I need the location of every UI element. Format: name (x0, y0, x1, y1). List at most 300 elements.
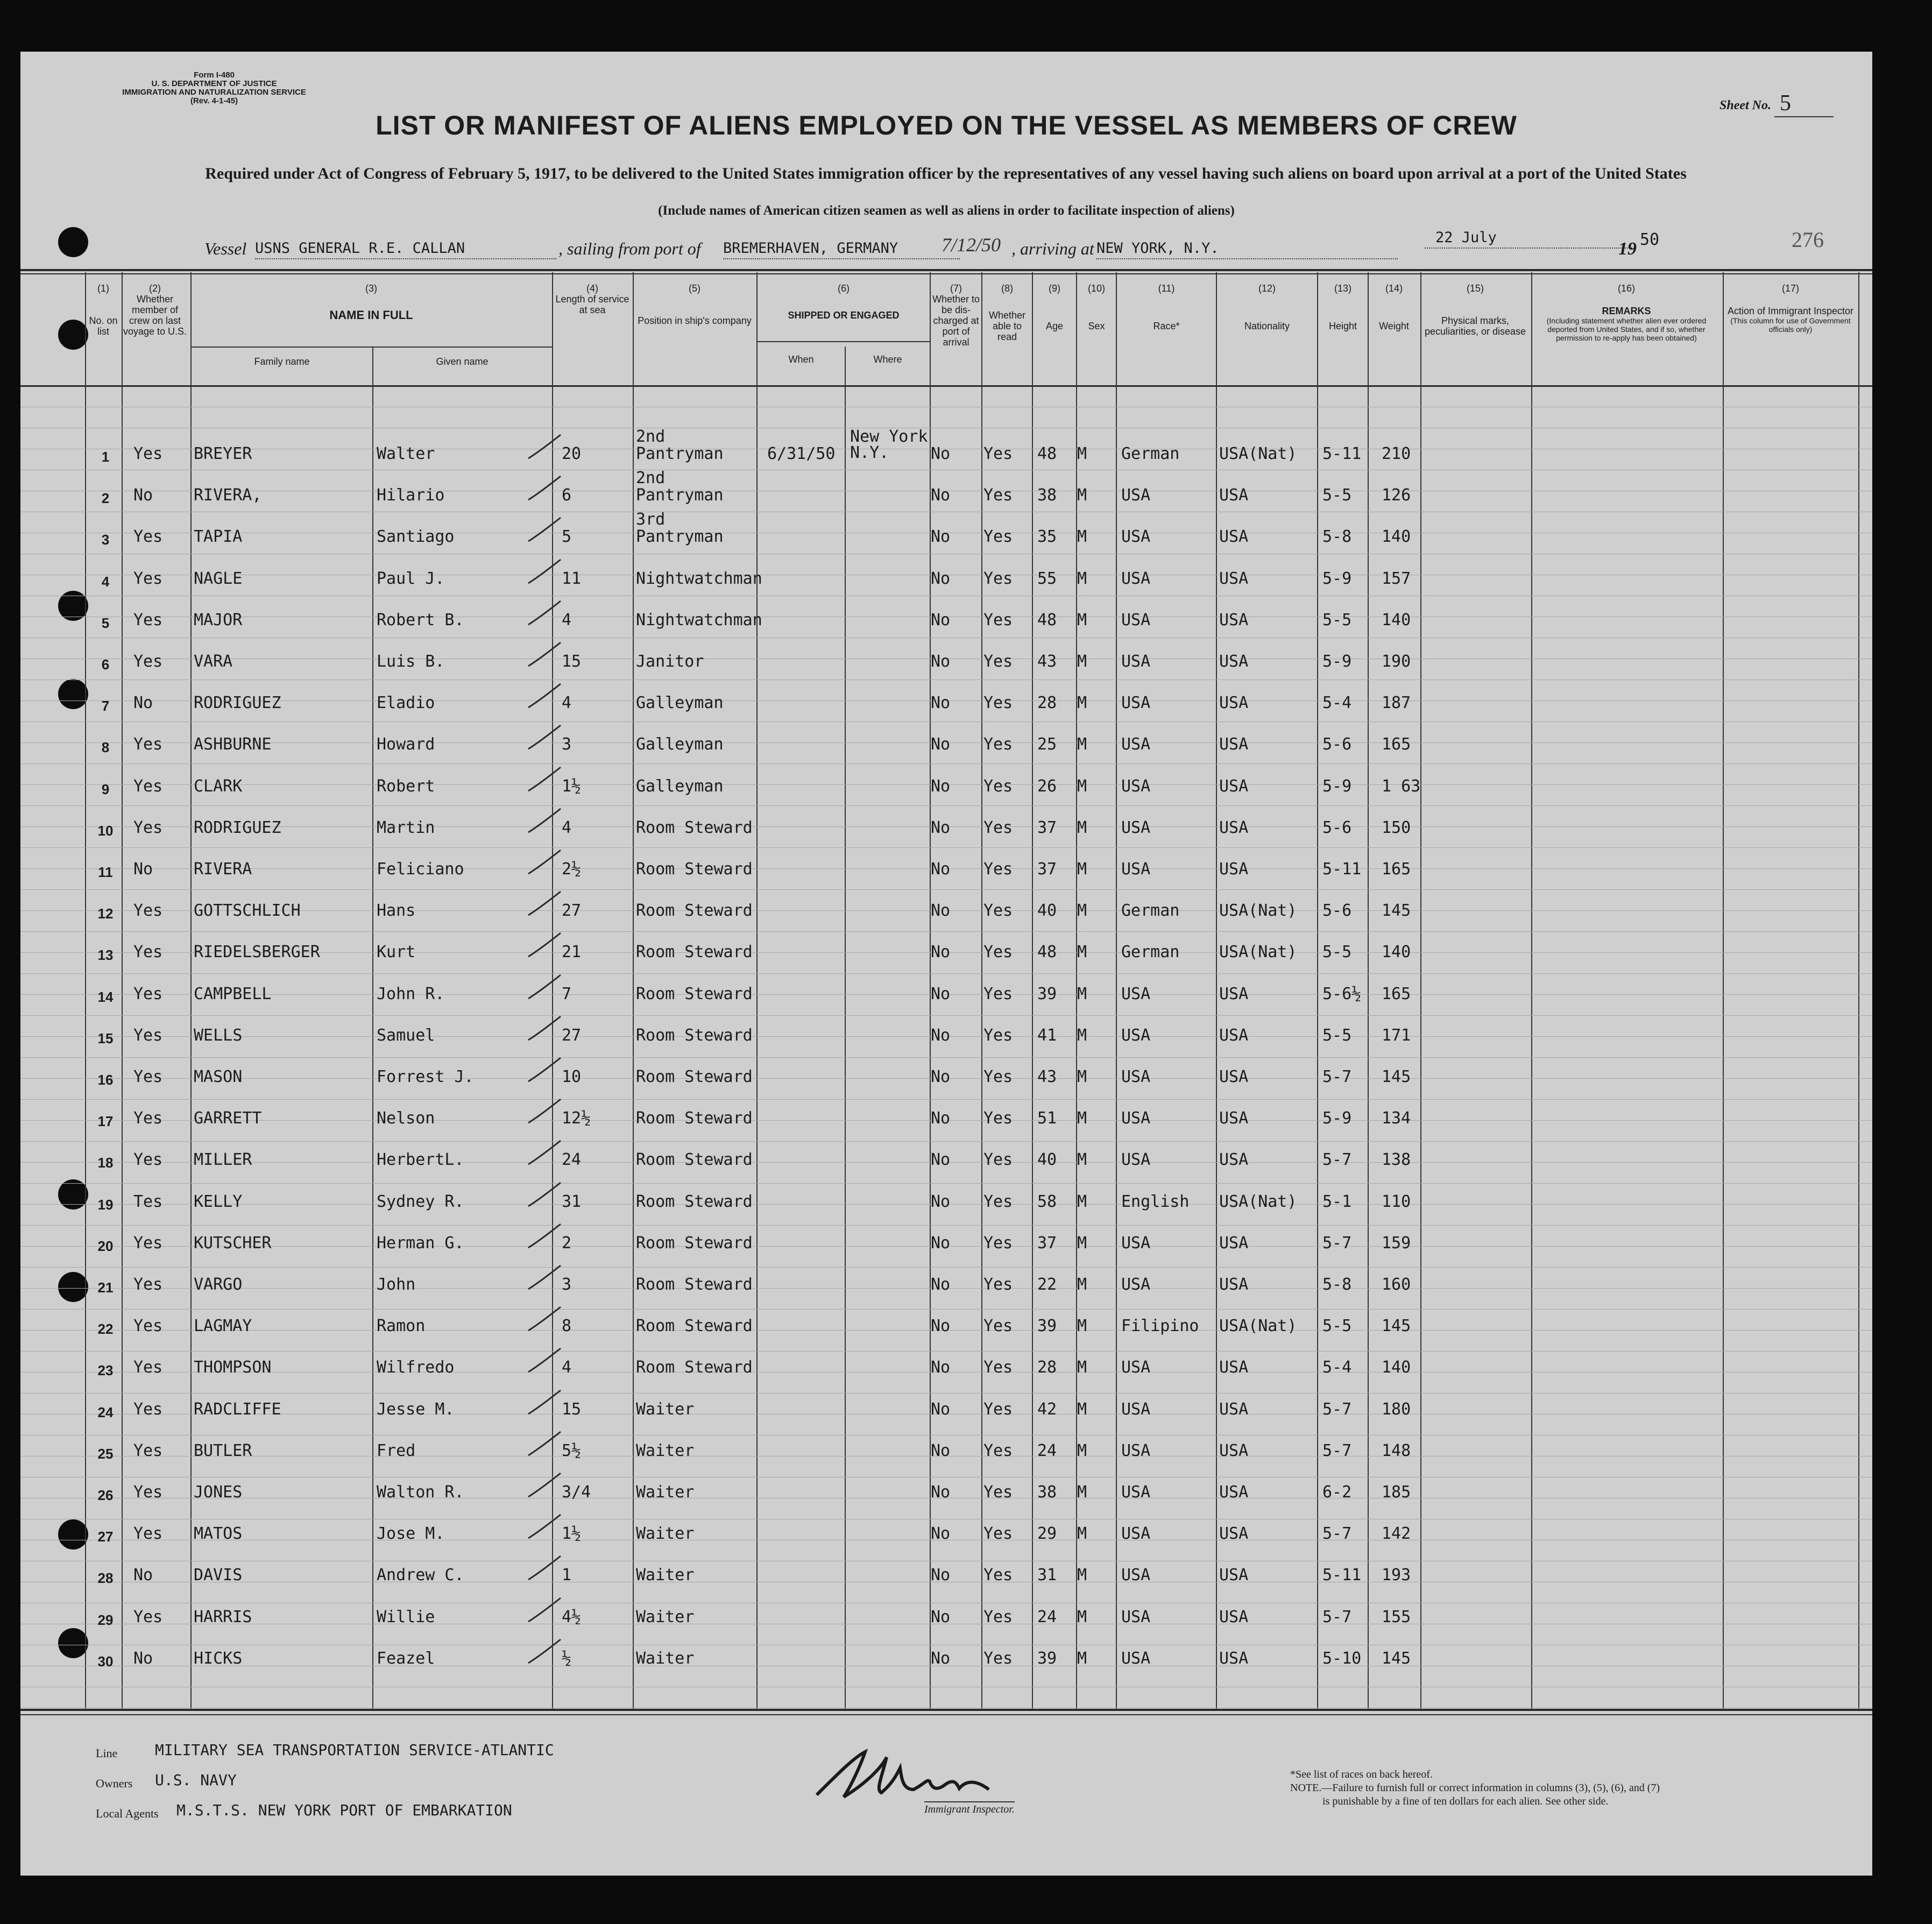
column-rule (756, 272, 758, 1709)
nationality: USA (1219, 1150, 1249, 1170)
position: Waiter (636, 1607, 695, 1626)
col-sublabel: (This column for use of Government officials only) (1730, 316, 1851, 334)
check-mark-icon (526, 639, 564, 671)
weight: 145 (1382, 1067, 1411, 1086)
discharged: No (931, 1441, 951, 1460)
able-to-read: Yes (983, 527, 1013, 547)
given-name: Hans (377, 901, 416, 921)
col-label: NAME IN FULL (329, 308, 413, 322)
service-length: ½ (562, 1649, 572, 1668)
nationality: USA (1219, 984, 1249, 1003)
table-bottom-rule-2 (20, 1714, 1872, 1715)
family-name: WELLS (194, 1025, 243, 1045)
ruled-line (20, 1141, 1872, 1142)
column-rule (1032, 272, 1033, 1709)
weight: 138 (1382, 1150, 1411, 1170)
race: German (1121, 901, 1180, 921)
position: Waiter (636, 1566, 695, 1585)
weight: 180 (1382, 1399, 1411, 1419)
discharged: No (931, 1067, 951, 1086)
sex: M (1077, 569, 1087, 588)
owners-value: U.S. NAVY (155, 1771, 237, 1789)
prev-voyage: Yes (133, 901, 163, 921)
manifest-sheet (20, 52, 1872, 1876)
legal-requirement: Required under Act of Congress of February 5, 1917, to be delivered to the United States immigration officer by the representatives of any vessel having such aliens on board upon arrival at a port of the United States (205, 165, 1687, 182)
nationality: USA (1219, 776, 1249, 796)
able-to-read: Yes (983, 1524, 1013, 1544)
race: USA (1121, 818, 1151, 837)
owners-label: Owners (96, 1777, 133, 1790)
able-to-read: Yes (983, 1150, 1013, 1170)
position: Pantryman (636, 486, 724, 505)
col-3b-header: Given name (436, 356, 489, 367)
race: USA (1121, 1524, 1151, 1544)
race: USA (1121, 1067, 1151, 1086)
discharged: No (931, 444, 951, 463)
nationality: USA (1219, 694, 1249, 713)
prev-voyage: Yes (133, 1233, 163, 1253)
race: USA (1121, 984, 1151, 1003)
family-name: JONES (194, 1483, 243, 1502)
arrival-date: 22 July (1425, 229, 1634, 249)
sex: M (1077, 984, 1087, 1003)
able-to-read: Yes (983, 776, 1013, 796)
age: 55 (1037, 569, 1057, 588)
able-to-read: Yes (983, 1275, 1013, 1294)
position: Room Steward (636, 943, 753, 962)
line-number: 22 (97, 1321, 114, 1338)
age: 38 (1037, 486, 1057, 505)
ruled-line (20, 1015, 1872, 1016)
age: 39 (1037, 1649, 1057, 1668)
able-to-read: Yes (983, 1399, 1013, 1419)
age: 43 (1037, 652, 1057, 671)
age: 39 (1037, 984, 1057, 1003)
race: USA (1121, 1358, 1151, 1377)
prev-voyage: Yes (133, 1524, 163, 1544)
sex: M (1077, 860, 1087, 879)
able-to-read: Yes (983, 1233, 1013, 1253)
col-num: (9) (1049, 283, 1060, 294)
ruled-line (20, 1309, 1872, 1310)
col-label: Height (1328, 321, 1357, 331)
agents-value: M.S.T.S. NEW YORK PORT OF EMBARKATION (176, 1801, 512, 1819)
column-rule (1723, 272, 1724, 1709)
race: USA (1121, 486, 1151, 505)
race: USA (1121, 1566, 1151, 1585)
col-label: REMARKS (1602, 306, 1651, 316)
check-mark-icon (526, 1221, 564, 1253)
family-name: KUTSCHER (194, 1233, 272, 1253)
height: 5-11 (1322, 860, 1362, 879)
age: 29 (1037, 1524, 1057, 1544)
check-mark-icon (526, 681, 564, 713)
sex: M (1077, 1109, 1087, 1128)
position: Room Steward (636, 1067, 753, 1086)
able-to-read: Yes (983, 1441, 1013, 1460)
family-name: MASON (194, 1067, 243, 1086)
check-mark-icon (526, 1595, 564, 1627)
discharged: No (931, 984, 951, 1003)
fine-note-2: is punishable by a fine of ten dollars for each alien. See other side. (1322, 1795, 1609, 1807)
nationality: USA (1219, 818, 1249, 837)
discharged: No (931, 694, 951, 713)
prev-voyage: Yes (133, 818, 163, 837)
col-num: (1) (97, 283, 109, 294)
age: 22 (1037, 1275, 1057, 1294)
sex: M (1077, 1275, 1087, 1294)
position: Waiter (636, 1524, 695, 1544)
position: Room Steward (636, 901, 753, 921)
nationality: USA (1219, 860, 1249, 879)
race: USA (1121, 1109, 1151, 1128)
able-to-read: Yes (983, 735, 1013, 754)
vessel-name: USNS GENERAL R.E. CALLAN (255, 240, 556, 259)
ruled-line (20, 1057, 1872, 1058)
height: 5-7 (1322, 1150, 1352, 1170)
line-number: 29 (97, 1611, 114, 1628)
race: USA (1121, 1607, 1151, 1626)
col-13-header (1318, 283, 1368, 331)
prev-voyage: Yes (133, 1109, 163, 1128)
position: Nightwatchman (636, 569, 762, 588)
sheet-number-value: 5 (1774, 90, 1834, 117)
able-to-read: Yes (983, 901, 1013, 921)
service-length: 27 (562, 1025, 582, 1045)
family-name: GOTTSCHLICH (194, 901, 301, 921)
line-number: 15 (97, 1030, 114, 1046)
position: Waiter (636, 1399, 695, 1419)
check-mark-icon (526, 1511, 564, 1544)
col-sublabel: (Including statement whether alien ever ordered deported from United States, and if so, whether permission to re-apply has been obtained) (1546, 316, 1707, 342)
weight: 142 (1382, 1524, 1411, 1544)
height: 5-7 (1322, 1067, 1352, 1086)
sex: M (1077, 1524, 1087, 1544)
check-mark-icon (526, 432, 564, 464)
prev-voyage: No (133, 860, 153, 879)
service-length: 27 (562, 901, 582, 921)
nationality: USA (1219, 1358, 1249, 1377)
departure-date: 7/12/50 (942, 234, 1001, 256)
discharged: No (931, 610, 951, 629)
departure-port: BREMERHAVEN, GERMANY (723, 240, 960, 259)
check-mark-icon (526, 1428, 564, 1461)
given-name: Forrest J. (377, 1067, 474, 1086)
check-mark-icon (526, 764, 564, 796)
line-number: 1 (101, 449, 110, 465)
col-label: Whether able to read (988, 310, 1026, 342)
check-mark-icon (526, 1387, 564, 1419)
column-rule (190, 272, 192, 1709)
service-length: 15 (562, 652, 582, 671)
age: 26 (1037, 776, 1057, 796)
col-num: (13) (1334, 283, 1351, 294)
given-name: Kurt (377, 943, 416, 962)
nationality: USA(Nat) (1219, 1192, 1297, 1211)
check-mark-icon (526, 1179, 564, 1212)
prev-voyage: Yes (133, 652, 163, 671)
height: 5-7 (1322, 1524, 1352, 1544)
family-name: NAGLE (194, 569, 243, 588)
discharged: No (931, 1358, 951, 1377)
service-length: 2 (562, 1233, 572, 1253)
position: Room Steward (636, 1317, 753, 1336)
column-rule (85, 272, 86, 1709)
weight: 134 (1382, 1109, 1411, 1128)
race: USA (1121, 1150, 1151, 1170)
discharged: No (931, 652, 951, 671)
discharged: No (931, 1109, 951, 1128)
family-name: MILLER (194, 1150, 252, 1170)
service-length: 11 (562, 569, 582, 588)
age: 38 (1037, 1483, 1057, 1502)
check-mark-icon (526, 888, 564, 921)
column-rule (1420, 272, 1421, 1709)
nationality: USA (1219, 652, 1249, 671)
family-name: RADCLIFFE (194, 1399, 281, 1419)
check-mark-icon (526, 930, 564, 962)
family-name: HICKS (194, 1649, 243, 1668)
col-label: SHIPPED OR ENGAGED (788, 310, 900, 321)
prev-voyage: Yes (133, 776, 163, 796)
discharged: No (931, 486, 951, 505)
check-mark-icon (526, 556, 564, 589)
prev-voyage: Yes (133, 1150, 163, 1170)
race: USA (1121, 694, 1151, 713)
given-name: Hilario (377, 486, 445, 505)
line-number: 6 (101, 656, 110, 673)
nationality: USA (1219, 735, 1249, 754)
position: Galleyman (636, 694, 724, 713)
check-mark-icon (526, 1013, 564, 1045)
prev-voyage: Yes (133, 1025, 163, 1045)
col-label: Nationality (1244, 321, 1290, 331)
service-length: 15 (562, 1399, 582, 1419)
age: 51 (1037, 1109, 1057, 1128)
header-bottom-rule (20, 385, 1872, 387)
col-label: Race* (1153, 321, 1180, 331)
nationality: USA(Nat) (1219, 1317, 1297, 1336)
sex: M (1077, 1441, 1087, 1460)
weight: 140 (1382, 527, 1411, 547)
prev-voyage: Yes (133, 1275, 163, 1294)
given-name: John R. (377, 984, 445, 1003)
race: USA (1121, 860, 1151, 879)
check-mark-icon (526, 847, 564, 879)
arrival-port: NEW YORK, N.Y. (1096, 240, 1398, 259)
position: Room Steward (636, 1275, 753, 1294)
position: Room Steward (636, 860, 753, 879)
able-to-read: Yes (983, 486, 1013, 505)
family-name: VARA (194, 652, 233, 671)
column-rule (1531, 272, 1532, 1709)
col-6-header (758, 283, 930, 321)
given-name: Santiago (377, 527, 455, 547)
prev-voyage: Yes (133, 1399, 163, 1419)
column-rule (981, 272, 982, 1709)
prev-voyage: Tes (133, 1192, 163, 1211)
col-num: (2) (149, 283, 161, 294)
race: German (1121, 444, 1180, 463)
given-name: Jose M. (377, 1524, 445, 1544)
position-prefix: 2nd (636, 427, 666, 446)
weight: 157 (1382, 569, 1411, 588)
prev-voyage: Yes (133, 1358, 163, 1377)
able-to-read: Yes (983, 860, 1013, 879)
discharged: No (931, 1192, 951, 1211)
col-7-header (931, 283, 981, 348)
family-name: ASHBURNE (194, 735, 272, 754)
weight: 185 (1382, 1483, 1411, 1502)
line-number: 2 (101, 490, 110, 507)
sex: M (1077, 1150, 1087, 1170)
family-name: RODRIGUEZ (194, 818, 281, 837)
ruled-line (20, 973, 1872, 974)
line-number: 30 (97, 1653, 114, 1670)
nationality: USA (1219, 1566, 1249, 1585)
race: USA (1121, 1025, 1151, 1045)
line-number: 20 (97, 1237, 114, 1254)
sex: M (1077, 610, 1087, 629)
able-to-read: Yes (983, 984, 1013, 1003)
sex: M (1077, 1067, 1087, 1086)
given-name: John (377, 1275, 416, 1294)
col-17-header (1724, 283, 1857, 334)
prev-voyage: Yes (133, 569, 163, 588)
line-number: 16 (97, 1072, 114, 1088)
service-length: 1 (562, 1566, 572, 1585)
vessel-line (20, 52, 1872, 278)
position: Room Steward (636, 1150, 753, 1170)
col-label: Weight (1379, 321, 1409, 331)
sex: M (1077, 694, 1087, 713)
discharged: No (931, 1150, 951, 1170)
race: USA (1121, 1649, 1151, 1668)
able-to-read: Yes (983, 1109, 1013, 1128)
weight: 1 63 (1382, 776, 1421, 796)
line-number: 23 (97, 1362, 114, 1379)
service-length: 21 (562, 943, 582, 962)
sex: M (1077, 1358, 1087, 1377)
line-number: 4 (101, 573, 110, 590)
position: Pantryman (636, 444, 724, 463)
family-name: CLARK (194, 776, 243, 796)
family-name: RODRIGUEZ (194, 694, 281, 713)
height: 5-9 (1322, 652, 1352, 671)
nationality: USA (1219, 1483, 1249, 1502)
given-name: Herman G. (377, 1233, 464, 1253)
weight: 140 (1382, 610, 1411, 629)
family-name: CAMPBELL (194, 984, 272, 1003)
service-length: 3 (562, 735, 572, 754)
discharged: No (931, 860, 951, 879)
given-name: Jesse M. (377, 1399, 455, 1419)
col-num: (7) (950, 283, 962, 294)
line-number: 8 (101, 739, 110, 756)
able-to-read: Yes (983, 1566, 1013, 1585)
race: German (1121, 943, 1180, 962)
discharged: No (931, 527, 951, 547)
col-12-header (1217, 283, 1317, 331)
weight: 210 (1382, 444, 1411, 463)
height: 5-6 (1322, 901, 1352, 921)
family-name: MATOS (194, 1524, 243, 1544)
age: 24 (1037, 1607, 1057, 1626)
line-number: 25 (97, 1445, 114, 1462)
height: 5-5 (1322, 1317, 1352, 1336)
prev-voyage: Yes (133, 610, 163, 629)
age: 35 (1037, 527, 1057, 547)
able-to-read: Yes (983, 1649, 1013, 1668)
family-name: RIVERA (194, 860, 252, 879)
vessel-label: Vessel (204, 239, 247, 258)
given-name: Ramon (377, 1317, 426, 1336)
line-number: 18 (97, 1155, 114, 1171)
able-to-read: Yes (983, 694, 1013, 713)
race: USA (1121, 652, 1151, 671)
able-to-read: Yes (983, 1192, 1013, 1211)
age: 37 (1037, 860, 1057, 879)
column-rule (122, 272, 123, 1709)
given-name: Martin (377, 818, 435, 837)
height: 5-5 (1322, 486, 1352, 505)
check-mark-icon (526, 722, 564, 754)
col-5-header (634, 283, 755, 326)
able-to-read: Yes (983, 943, 1013, 962)
given-name: Robert (377, 776, 435, 796)
column-rule (845, 346, 846, 1709)
age: 24 (1037, 1441, 1057, 1460)
col-label: Age (1045, 321, 1064, 331)
race: USA (1121, 527, 1151, 547)
ruled-line (20, 847, 1872, 848)
line-number: 14 (97, 988, 114, 1005)
able-to-read: Yes (983, 610, 1013, 629)
position: Galleyman (636, 735, 724, 754)
nationality: USA(Nat) (1219, 901, 1297, 921)
family-name: MAJOR (194, 610, 243, 629)
col-label: Whether member of crew on last voyage to U.S. (123, 294, 187, 337)
ruled-line (20, 1267, 1872, 1268)
discharged: No (931, 569, 951, 588)
position-prefix: 3rd (636, 510, 666, 529)
inspector-label: Immigrant Inspector. (924, 1801, 1015, 1816)
prev-voyage: Yes (133, 527, 163, 547)
service-length: 3 (562, 1275, 572, 1294)
check-mark-icon (526, 805, 564, 838)
service-length: 31 (562, 1192, 582, 1211)
discharged: No (931, 1317, 951, 1336)
service-length: 7 (562, 984, 572, 1003)
family-name: LAGMAY (194, 1317, 252, 1336)
col-6a-header: When (788, 354, 814, 365)
line-number: 9 (101, 781, 110, 797)
check-mark-icon (526, 1553, 564, 1585)
sex: M (1077, 1649, 1087, 1668)
subheader-rule (190, 346, 552, 348)
age: 40 (1037, 901, 1057, 921)
service-length: 20 (562, 444, 582, 463)
position: Pantryman (636, 527, 724, 547)
discharged: No (931, 1649, 951, 1668)
family-name: GARRETT (194, 1109, 262, 1128)
able-to-read: Yes (983, 1067, 1013, 1086)
service-length: 4½ (562, 1607, 582, 1626)
age: 43 (1037, 1067, 1057, 1086)
weight: 126 (1382, 486, 1411, 505)
given-name: Robert B. (377, 610, 464, 629)
col-10-header (1077, 283, 1116, 331)
